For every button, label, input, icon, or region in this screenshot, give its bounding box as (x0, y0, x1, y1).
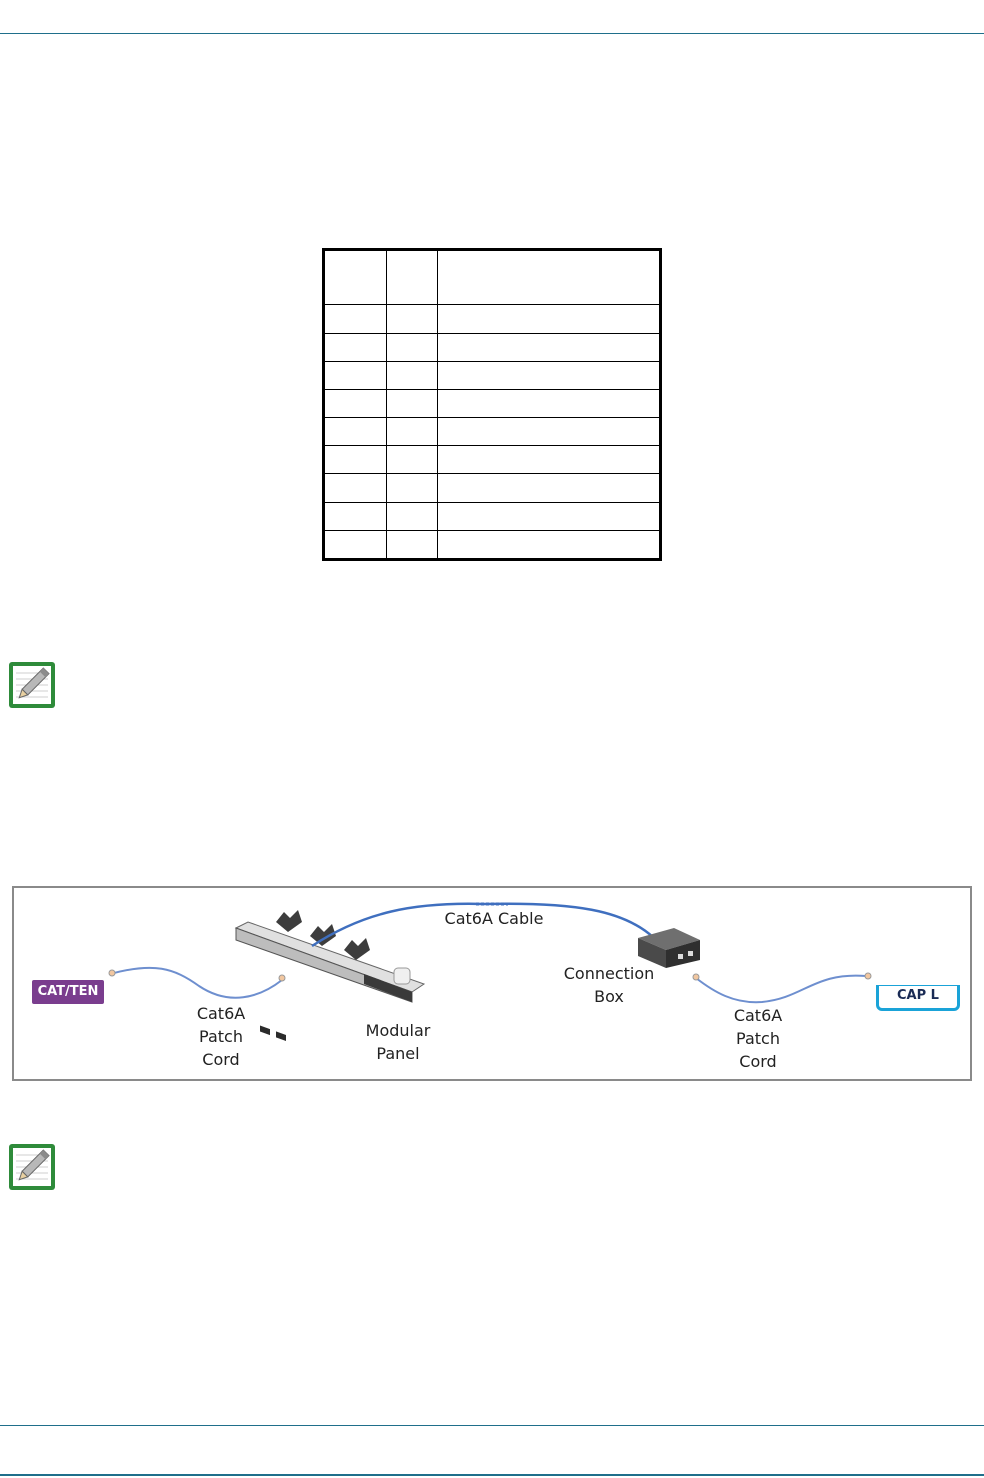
table-cell (387, 446, 438, 474)
table-cell (387, 530, 438, 559)
table-row (324, 474, 661, 502)
footer-rule-bottom (0, 1474, 984, 1476)
footer-rule-top (0, 1425, 984, 1426)
table-cell (324, 418, 387, 446)
table-cell (438, 389, 661, 417)
table-cell (324, 474, 387, 502)
pinout-table (322, 248, 662, 561)
right-patch-cord (696, 976, 866, 1003)
table-row (324, 446, 661, 474)
table-cell (438, 361, 661, 389)
table-cell (438, 502, 661, 530)
table-row (324, 502, 661, 530)
header-rule (0, 33, 984, 34)
table-cell (438, 446, 661, 474)
table-cell (324, 502, 387, 530)
table-cell (387, 474, 438, 502)
table-row (324, 361, 661, 389)
table-cell (324, 333, 387, 361)
table-row (324, 418, 661, 446)
table-row (324, 333, 661, 361)
table-header-row (324, 250, 661, 305)
table-cell (324, 530, 387, 559)
table-cell (438, 530, 661, 559)
connector-icon (693, 974, 699, 980)
table-cell (324, 389, 387, 417)
table-row (324, 305, 661, 333)
table-cell (324, 446, 387, 474)
connection-diagram (12, 886, 972, 1081)
table-cell (387, 418, 438, 446)
table-cell (387, 502, 438, 530)
modular-panel-label: Modular Panel (365, 1021, 431, 1063)
table-cell (438, 474, 661, 502)
table-cell (438, 418, 661, 446)
table-cell (387, 305, 438, 333)
table-cell (324, 250, 387, 305)
note-icon (8, 1143, 56, 1191)
table-cell (387, 361, 438, 389)
table-cell (387, 333, 438, 361)
right-patch-cord-label: Cat6A Patch Cord (733, 1006, 783, 1071)
table-cell (438, 305, 661, 333)
cap-l-badge: CAP L (876, 985, 960, 1011)
left-patch-cord (110, 968, 282, 998)
connector-icon (279, 975, 285, 981)
table-row (324, 530, 661, 559)
table-cell (387, 389, 438, 417)
table-cell (438, 250, 661, 305)
connector-icon (865, 973, 871, 979)
table-cell (438, 333, 661, 361)
table-row (324, 389, 661, 417)
note-icon (8, 661, 56, 709)
table-cell (324, 305, 387, 333)
table-cell (324, 361, 387, 389)
connection-box-label: Connection Box (563, 964, 655, 1006)
connector-icon (109, 970, 115, 976)
cable-label: Cat6A Cable (444, 909, 544, 928)
left-patch-cord-label: Cat6A Patch Cord (196, 1004, 246, 1069)
cat-ten-badge: CAT/TEN (32, 980, 104, 1004)
table-cell (387, 250, 438, 305)
